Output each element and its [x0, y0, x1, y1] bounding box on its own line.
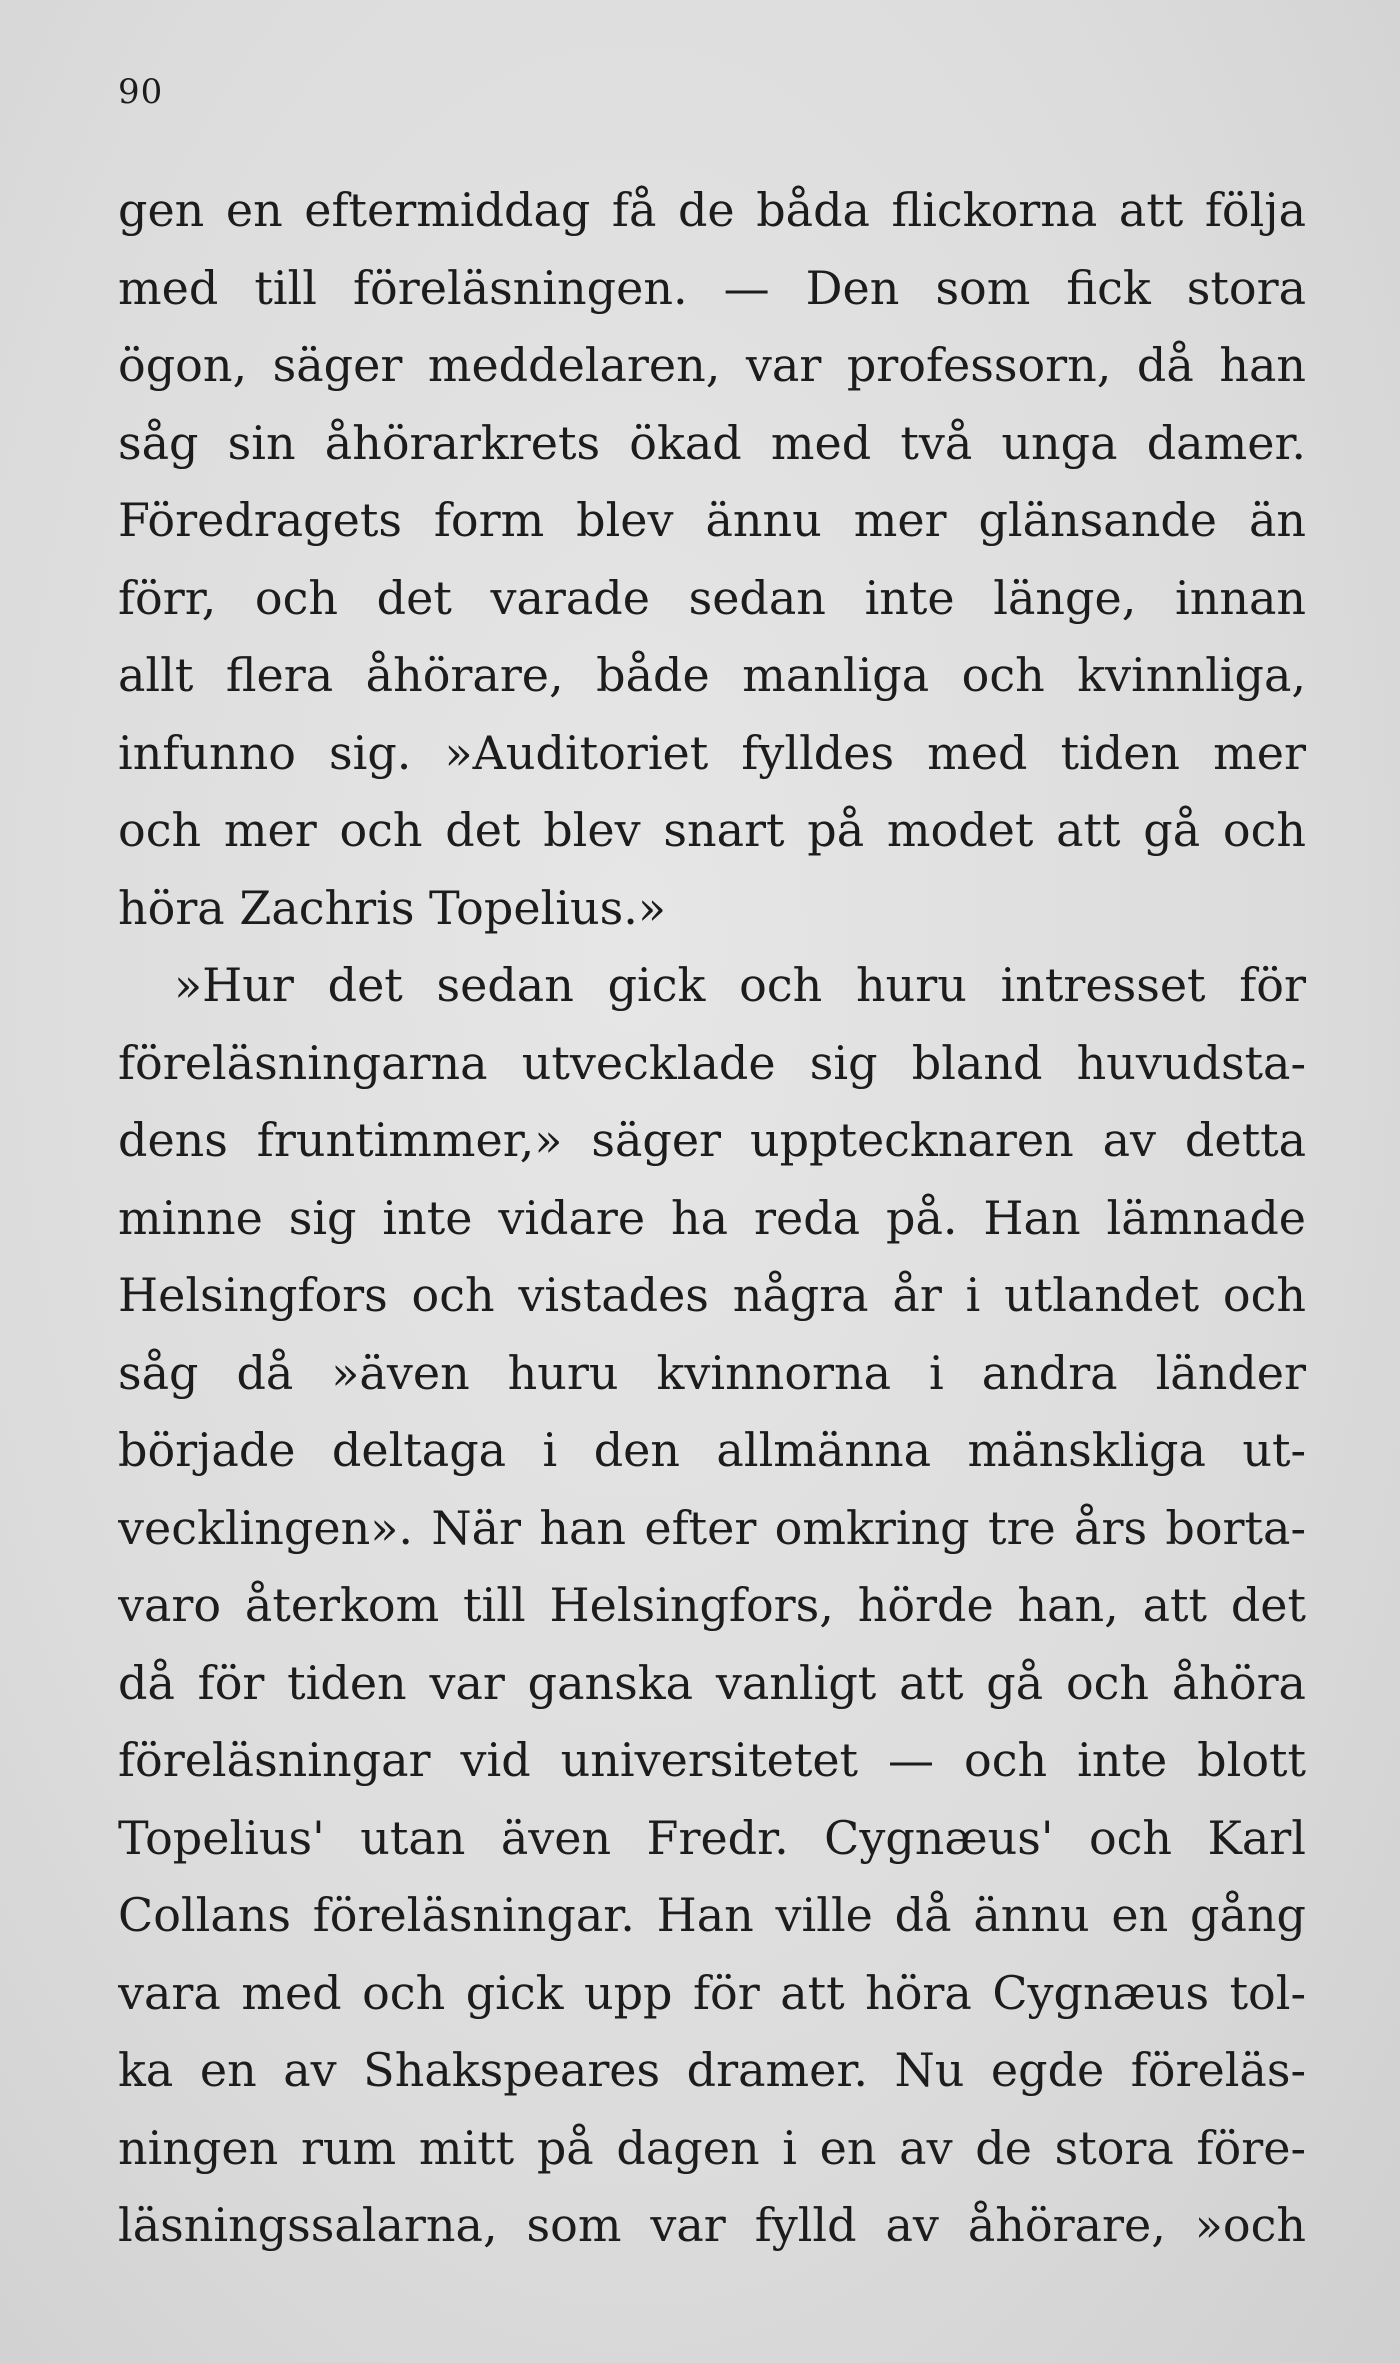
- text-line: såg sin åhörarkrets ökad med två unga damer.: [118, 415, 1306, 470]
- text-line: ka en av Shakspeares dramer. Nu egde föreläs-: [118, 2043, 1306, 2097]
- body-text: [118, 172, 1306, 2265]
- text-line: Topelius' utan även Fredr. Cygnæus' och Karl: [118, 1810, 1306, 1865]
- text-line: Collans föreläsningar. Han ville då ännu en gång: [118, 1888, 1306, 1942]
- text-line: ningen rum mitt på dagen i en av de stora före-: [118, 2120, 1306, 2175]
- text-line: varo återkom till Helsingfors, hörde han, att det: [118, 1578, 1306, 1632]
- text-line: vara med och gick upp för att höra Cygnæus tol-: [118, 1965, 1306, 2020]
- text-line: Helsingfors och vistades några år i utlandet och: [118, 1268, 1306, 1322]
- text-line: såg då »även huru kvinnorna i andra länder: [118, 1345, 1306, 1400]
- text-line: gen en eftermiddag få de båda flickorna att följa: [118, 183, 1306, 237]
- paragraph-end-line: höra Zachris Topelius.»: [118, 880, 666, 935]
- text-line: läsningssalarna, som var fylld av åhörare, »och: [118, 2198, 1306, 2252]
- text-line: minne sig inte vidare ha reda på. Han lämnade: [118, 1190, 1306, 1245]
- text-line: dens fruntimmer,» säger upptecknaren av detta: [118, 1113, 1306, 1167]
- text-line: föreläsningarna utvecklade sig bland huvudsta-: [118, 1035, 1306, 1090]
- text-line: började deltaga i den allmänna mänskliga ut-: [118, 1423, 1306, 1477]
- text-line: och mer och det blev snart på modet att gå och: [118, 803, 1306, 857]
- text-line: med till föreläsningen. — Den som fick stora: [118, 260, 1306, 315]
- text-line: förr, och det varade sedan inte länge, innan: [118, 570, 1306, 625]
- text-line: allt flera åhörare, både manliga och kvinnliga,: [118, 648, 1306, 702]
- text-line: Föredragets form blev ännu mer glänsande än: [118, 493, 1306, 547]
- text-line: föreläsningar vid universitetet — och inte blott: [118, 1733, 1306, 1787]
- text-line: ögon, säger meddelaren, var professorn, då han: [118, 338, 1306, 392]
- text-line: vecklingen». När han efter omkring tre års borta-: [118, 1500, 1306, 1555]
- text-line: infunno sig. »Auditoriet fylldes med tiden mer: [118, 725, 1306, 780]
- paragraph-start-line: »Hur det sedan gick och huru intresset för: [174, 958, 1306, 1012]
- text-line: då för tiden var ganska vanligt att gå och åhöra: [118, 1655, 1306, 1710]
- page-number: 90: [118, 72, 164, 112]
